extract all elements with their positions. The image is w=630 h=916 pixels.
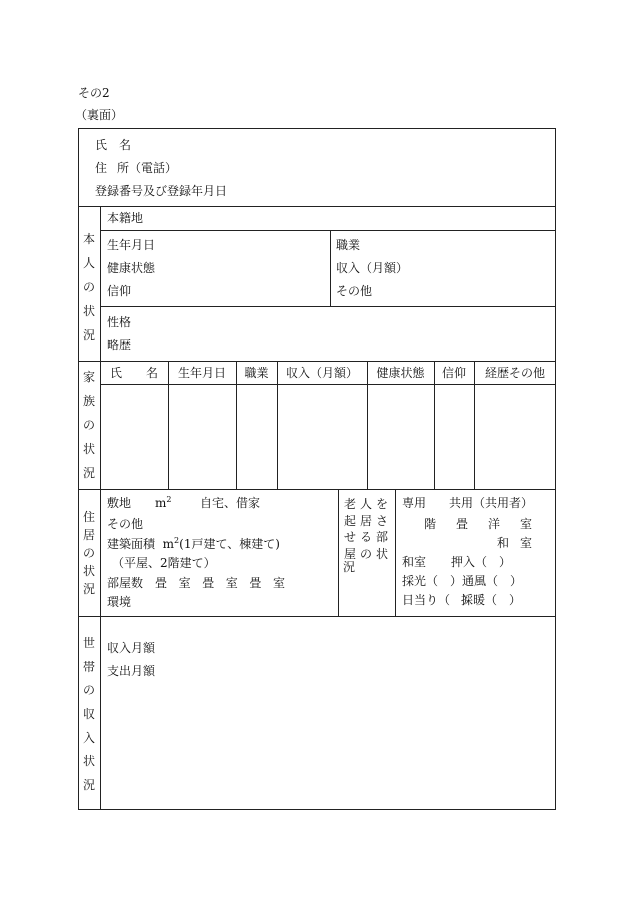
family-header-health: 健康状態 xyxy=(376,366,425,380)
personal-column-divider xyxy=(330,230,331,306)
income-label: 収入（月額） xyxy=(336,261,409,275)
family-col-line-1 xyxy=(168,361,169,489)
family-header-name: 氏 名 xyxy=(109,366,158,380)
family-header-occupation: 職業 xyxy=(244,366,269,380)
family-section-title: 家 族 の 状 況 xyxy=(82,370,95,480)
page-number: その2 xyxy=(78,86,110,100)
own-rent-label: 自宅、借家 xyxy=(200,496,261,510)
personal-row-divider-1 xyxy=(100,230,556,231)
other-label: その他 xyxy=(336,284,373,298)
personality-label: 性格 xyxy=(107,315,132,329)
family-header-birth-date: 生年月日 xyxy=(177,366,226,380)
rooms-label: 部屋数 xyxy=(107,576,144,590)
japanese-room-right: 和 室 xyxy=(497,536,532,550)
address-label-1: 住 xyxy=(95,161,108,175)
environment-label: 環境 xyxy=(107,595,132,609)
site-label: 敷地 xyxy=(107,496,132,510)
family-header-faith: 信仰 xyxy=(441,366,466,380)
occupation-label: 職業 xyxy=(336,238,361,252)
family-header-income: 収入（月額） xyxy=(285,366,358,380)
personal-section-title: 本 人 の 状 況 xyxy=(82,232,95,342)
rooms-units: 畳 室 畳 室 畳 室 xyxy=(155,576,285,590)
divider-applicant xyxy=(78,206,556,207)
health-label: 健康状態 xyxy=(107,261,156,275)
family-col-line-3 xyxy=(277,361,278,489)
page-side-label: （裏面） xyxy=(75,108,124,122)
elder-room-title-end: 況 xyxy=(343,560,356,574)
housing-other-label: その他 xyxy=(107,517,144,531)
heating-label: 採暖（ ） xyxy=(461,593,522,607)
family-col-line-6 xyxy=(474,361,475,489)
japanese-room-label: 和室 xyxy=(402,555,427,569)
career-label: 略歴 xyxy=(107,338,132,352)
lighting-label: 採光（ ） xyxy=(402,574,463,588)
ventilation-label: 通風（ ） xyxy=(462,574,523,588)
faith-label: 信仰 xyxy=(107,284,132,298)
family-col-line-5 xyxy=(434,361,435,489)
family-col-line-2 xyxy=(236,361,237,489)
monthly-income-label: 収入月額 xyxy=(107,641,156,655)
registration-label: 登録番号及び登録年月日 xyxy=(95,184,228,198)
birth-date-label: 生年月日 xyxy=(107,238,156,252)
family-header-career: 経歴その他 xyxy=(484,366,545,380)
personal-row-divider-2 xyxy=(100,306,556,307)
divider-personal xyxy=(78,361,556,362)
shared-label: 共用（共用者） xyxy=(449,496,534,510)
name-label-1: 氏 xyxy=(95,138,108,152)
closet-label: 押入（ ） xyxy=(451,555,512,569)
floor-items: 階 畳 洋 室 xyxy=(424,517,532,531)
storeys-label: （平屋、2階建て） xyxy=(112,556,216,570)
address-label-2: 所（電話） xyxy=(117,161,178,175)
site-unit: $m^2$ xyxy=(155,495,172,510)
household-income-section-title: 世 帯 の 収 入 状 況 xyxy=(82,636,95,792)
housing-col-line-1 xyxy=(338,489,339,616)
elder-room-title-col-3: を さ 部 状 xyxy=(375,497,388,561)
title-column-line xyxy=(100,206,101,810)
housing-col-line-2 xyxy=(395,489,396,616)
monthly-expense-label: 支出月額 xyxy=(107,664,156,678)
name-label-2: 名 xyxy=(119,138,132,152)
family-col-line-4 xyxy=(367,361,368,489)
floor-area-label: 建築面積 $m^2(1$戸建て、棟建て) xyxy=(107,536,280,551)
exclusive-label: 専用 xyxy=(402,496,427,510)
sunlight-label: 日当り（ ） xyxy=(402,593,475,607)
elder-room-title-col-2: 人 居 る の xyxy=(359,497,372,561)
divider-housing xyxy=(78,616,556,617)
elder-room-title-col-1: 老 起 せ 屋 xyxy=(343,497,356,561)
domicile-label: 本籍地 xyxy=(107,211,144,225)
divider-family xyxy=(78,489,556,490)
housing-section-title: 住 居 の 状 況 xyxy=(82,510,95,596)
